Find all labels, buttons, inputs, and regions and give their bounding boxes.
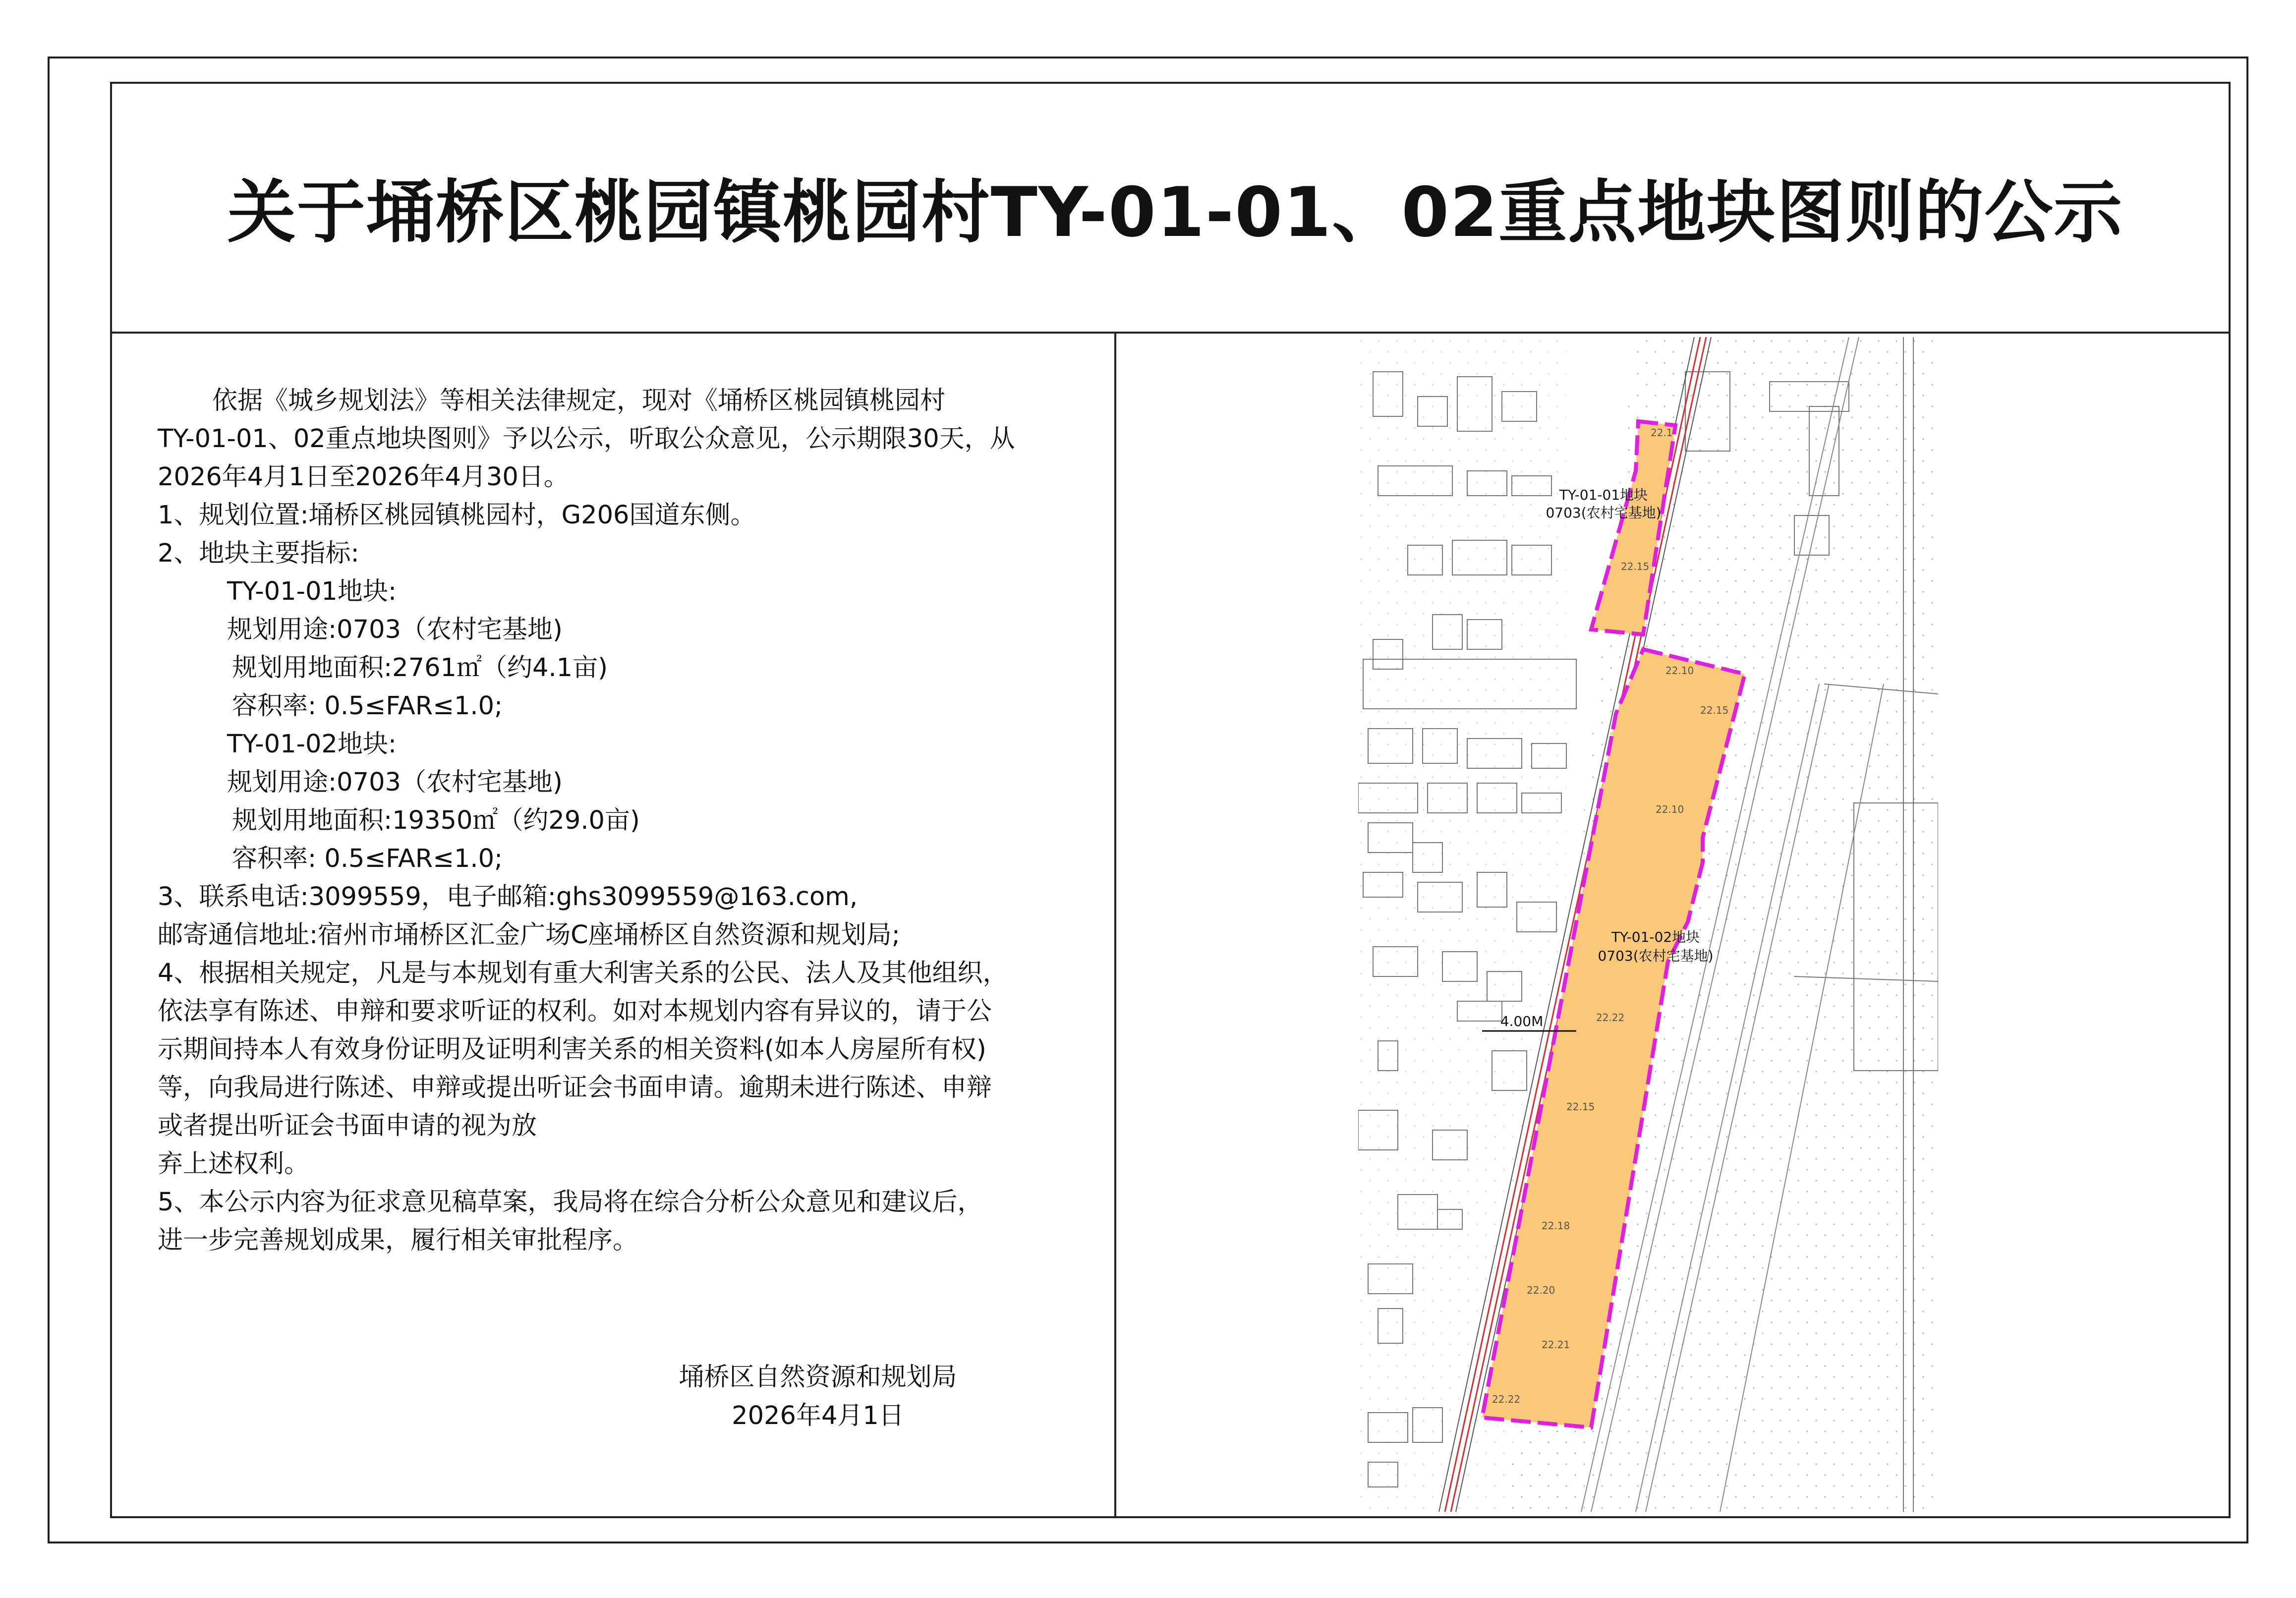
parcel1-use: 0703(农村宅基地)	[1546, 505, 1662, 521]
parcel2-use: 规划用途:0703（农村宅基地)	[227, 768, 563, 797]
draft-line: 进一步完善规划成果，履行相关审批程序。	[158, 1226, 638, 1255]
parcel2-label: TY-01-02地块	[1611, 929, 1700, 945]
road-width-label: 4.00M	[1500, 1013, 1544, 1029]
title-row	[110, 82, 2231, 334]
rights-line: 4、根据相关规定，凡是与本规划有重大利害关系的公民、法人及其他组织，	[158, 959, 1008, 988]
signature-date: 2026年4月1日	[732, 1401, 904, 1430]
column-divider	[1114, 333, 1116, 1518]
intro-line: TY-01-01、02重点地块图则》予以公示，听取公众意见，公示期限30天，从	[158, 424, 1015, 454]
site-map-svg	[1358, 337, 1938, 1512]
svg-text:22.18: 22.18	[1542, 1220, 1570, 1232]
parcel2-far: 容积率: 0.5≤FAR≤1.0;	[232, 844, 503, 873]
signature-block	[595, 1358, 1041, 1435]
svg-text:22.10: 22.10	[1656, 803, 1684, 815]
rights-line: 或者提出听证会书面申请的视为放	[158, 1111, 537, 1141]
parcel1-use: 规划用途:0703（农村宅基地)	[227, 615, 563, 644]
notice-text	[158, 382, 1099, 1259]
svg-text:22.22: 22.22	[1596, 1012, 1625, 1024]
parcel2-use: 0703(农村宅基地)	[1598, 948, 1714, 964]
parcel1-label: TY-01-01地块	[1559, 487, 1648, 503]
rights-line: 等，向我局进行陈述、申辩或提出听证会书面申请。逾期未进行陈述、申辩	[158, 1073, 992, 1102]
svg-text:22.21: 22.21	[1542, 1339, 1570, 1351]
intro-line: 2026年4月1日至2026年4月30日。	[158, 462, 569, 492]
parcel1-far: 容积率: 0.5≤FAR≤1.0;	[232, 691, 503, 721]
draft-line: 5、本公示内容为征求意见稿草案，我局将在综合分析公众意见和建议后，	[158, 1188, 983, 1217]
parcel1-area: 规划用地面积:2761㎡（约4.1亩)	[232, 653, 608, 683]
address-line: 邮寄通信地址:宿州市埇桥区汇金广场C座埇桥区自然资源和规划局;	[158, 920, 900, 950]
page-title: 关于埇桥区桃园镇桃园村TY-01-01、02重点地块图则的公示	[227, 172, 2124, 252]
parcel2-area: 规划用地面积:19350㎡（约29.0亩)	[232, 806, 640, 835]
svg-text:22.10: 22.10	[1665, 665, 1694, 677]
intro-line: 依据《城乡规划法》等相关法律规定，现对《埇桥区桃园镇桃园村	[212, 386, 946, 415]
rights-line: 弃上述权利。	[158, 1149, 310, 1179]
svg-text:22.1: 22.1	[1651, 427, 1673, 439]
parcel1-name: TY-01-01地块:	[227, 577, 397, 606]
svg-text:22.15: 22.15	[1621, 561, 1650, 572]
site-map	[1358, 337, 1938, 1512]
svg-text:22.15: 22.15	[1566, 1101, 1595, 1113]
svg-text:22.22: 22.22	[1492, 1393, 1521, 1405]
item-indicators: 2、地块主要指标:	[158, 539, 359, 568]
svg-text:22.20: 22.20	[1527, 1284, 1555, 1296]
svg-text:22.15: 22.15	[1700, 704, 1729, 716]
rights-line: 示期间持本人有效身份证明及证明利害关系的相关资料(如本人房屋所有权)	[158, 1035, 986, 1064]
rights-line: 依法享有陈述、申辩和要求听证的权利。如对本规划内容有异议的，请于公	[158, 997, 992, 1026]
signature-org: 埇桥区自然资源和规划局	[679, 1363, 957, 1392]
item-location: 1、规划位置:埇桥区桃园镇桃园村，G206国道东侧。	[158, 501, 756, 530]
contact-line: 3、联系电话:3099559，电子邮箱:ghs3099559@163.com,	[158, 882, 858, 912]
parcel2-name: TY-01-02地块:	[227, 730, 397, 759]
